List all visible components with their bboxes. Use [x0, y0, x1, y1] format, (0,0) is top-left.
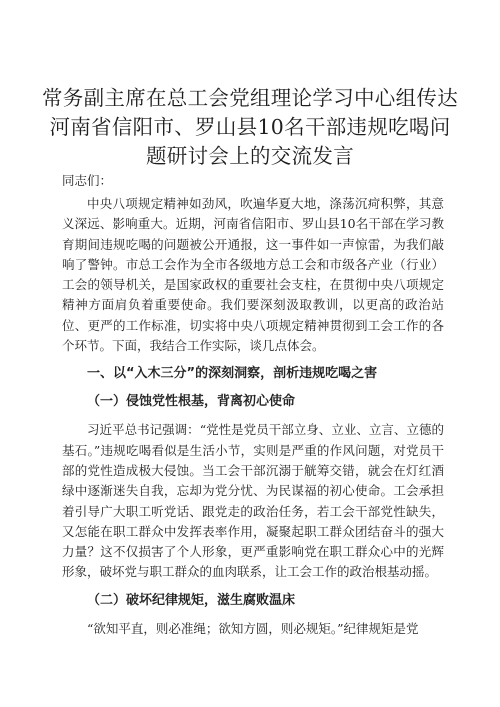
title-line-1: 常务副主席在总工会党组理论学习中心组传达	[42, 86, 458, 110]
subsection-2-heading: （二）破坏纪律规矩，滋生腐败温床	[87, 592, 296, 608]
subsection-1-paragraph: 习近平总书记强调：“党性是党员干部立身、立业、立言、立德的基石。”违规吃喝看似是生活小节，实则是严重的作风问题，对党员干部的党性造成极大侵蚀。当工会干部沉溺于觥筹交错，就会在灯红酒绿中逐渐迷失自我，忘却为党分忧、为民谋福的初心使命。工会承担着引导广大职工听党话、跟党走的政治任务，若工会干部党性缺失，又怎能在职工群众中发挥表率作用，凝聚起职工群众团结奋斗的强大力量？这不仅损害了个人形象，更严重影响党在职工群众心中的光辉形象，破坏党与职工群众的血肉联系，让工会工作的政治根基动摇。	[62, 422, 444, 580]
section-1-heading: 一、以“入木三分”的深刻洞察，剖析违规吃喝之害	[87, 366, 378, 382]
document-body	[62, 194, 444, 646]
title-line-3: 题研讨会上的交流发言	[146, 144, 354, 168]
title-line-2: 河南省信阳市、罗山县10名干部违规吃喝问	[49, 115, 451, 139]
salutation: 同志们：	[62, 173, 113, 188]
document-title	[40, 84, 460, 171]
intro-paragraph: 中央八项规定精神如劲风，吹遍华夏大地，涤荡沉疴积弊，其意义深远、影响重大。近期，河南省信阳市、罗山县10名干部在学习教育期间违规吃喝的问题被公开通报，这一事件如一声惊雷，为我们敲响了警钟。市总工会作为全市各级地方总工会和市级各产业（行业）工会的领导机关，是国家政权的重要社会支柱，在贯彻中央八项规定精神方面肩负着重要使命。我们要深刻汲取教训，以更高的政治站位、更严的工作标准，切实将中央八项规定精神贯彻到工会工作的各个环节。下面，我结合工作实际，谈几点体会。	[62, 196, 444, 354]
subsection-1-heading: （一）侵蚀党性根基，背离初心使命	[87, 394, 296, 410]
subsection-2-paragraph: “欲知平直，则必准绳；欲知方圆，则必规矩。”纪律规矩是党	[87, 620, 419, 636]
